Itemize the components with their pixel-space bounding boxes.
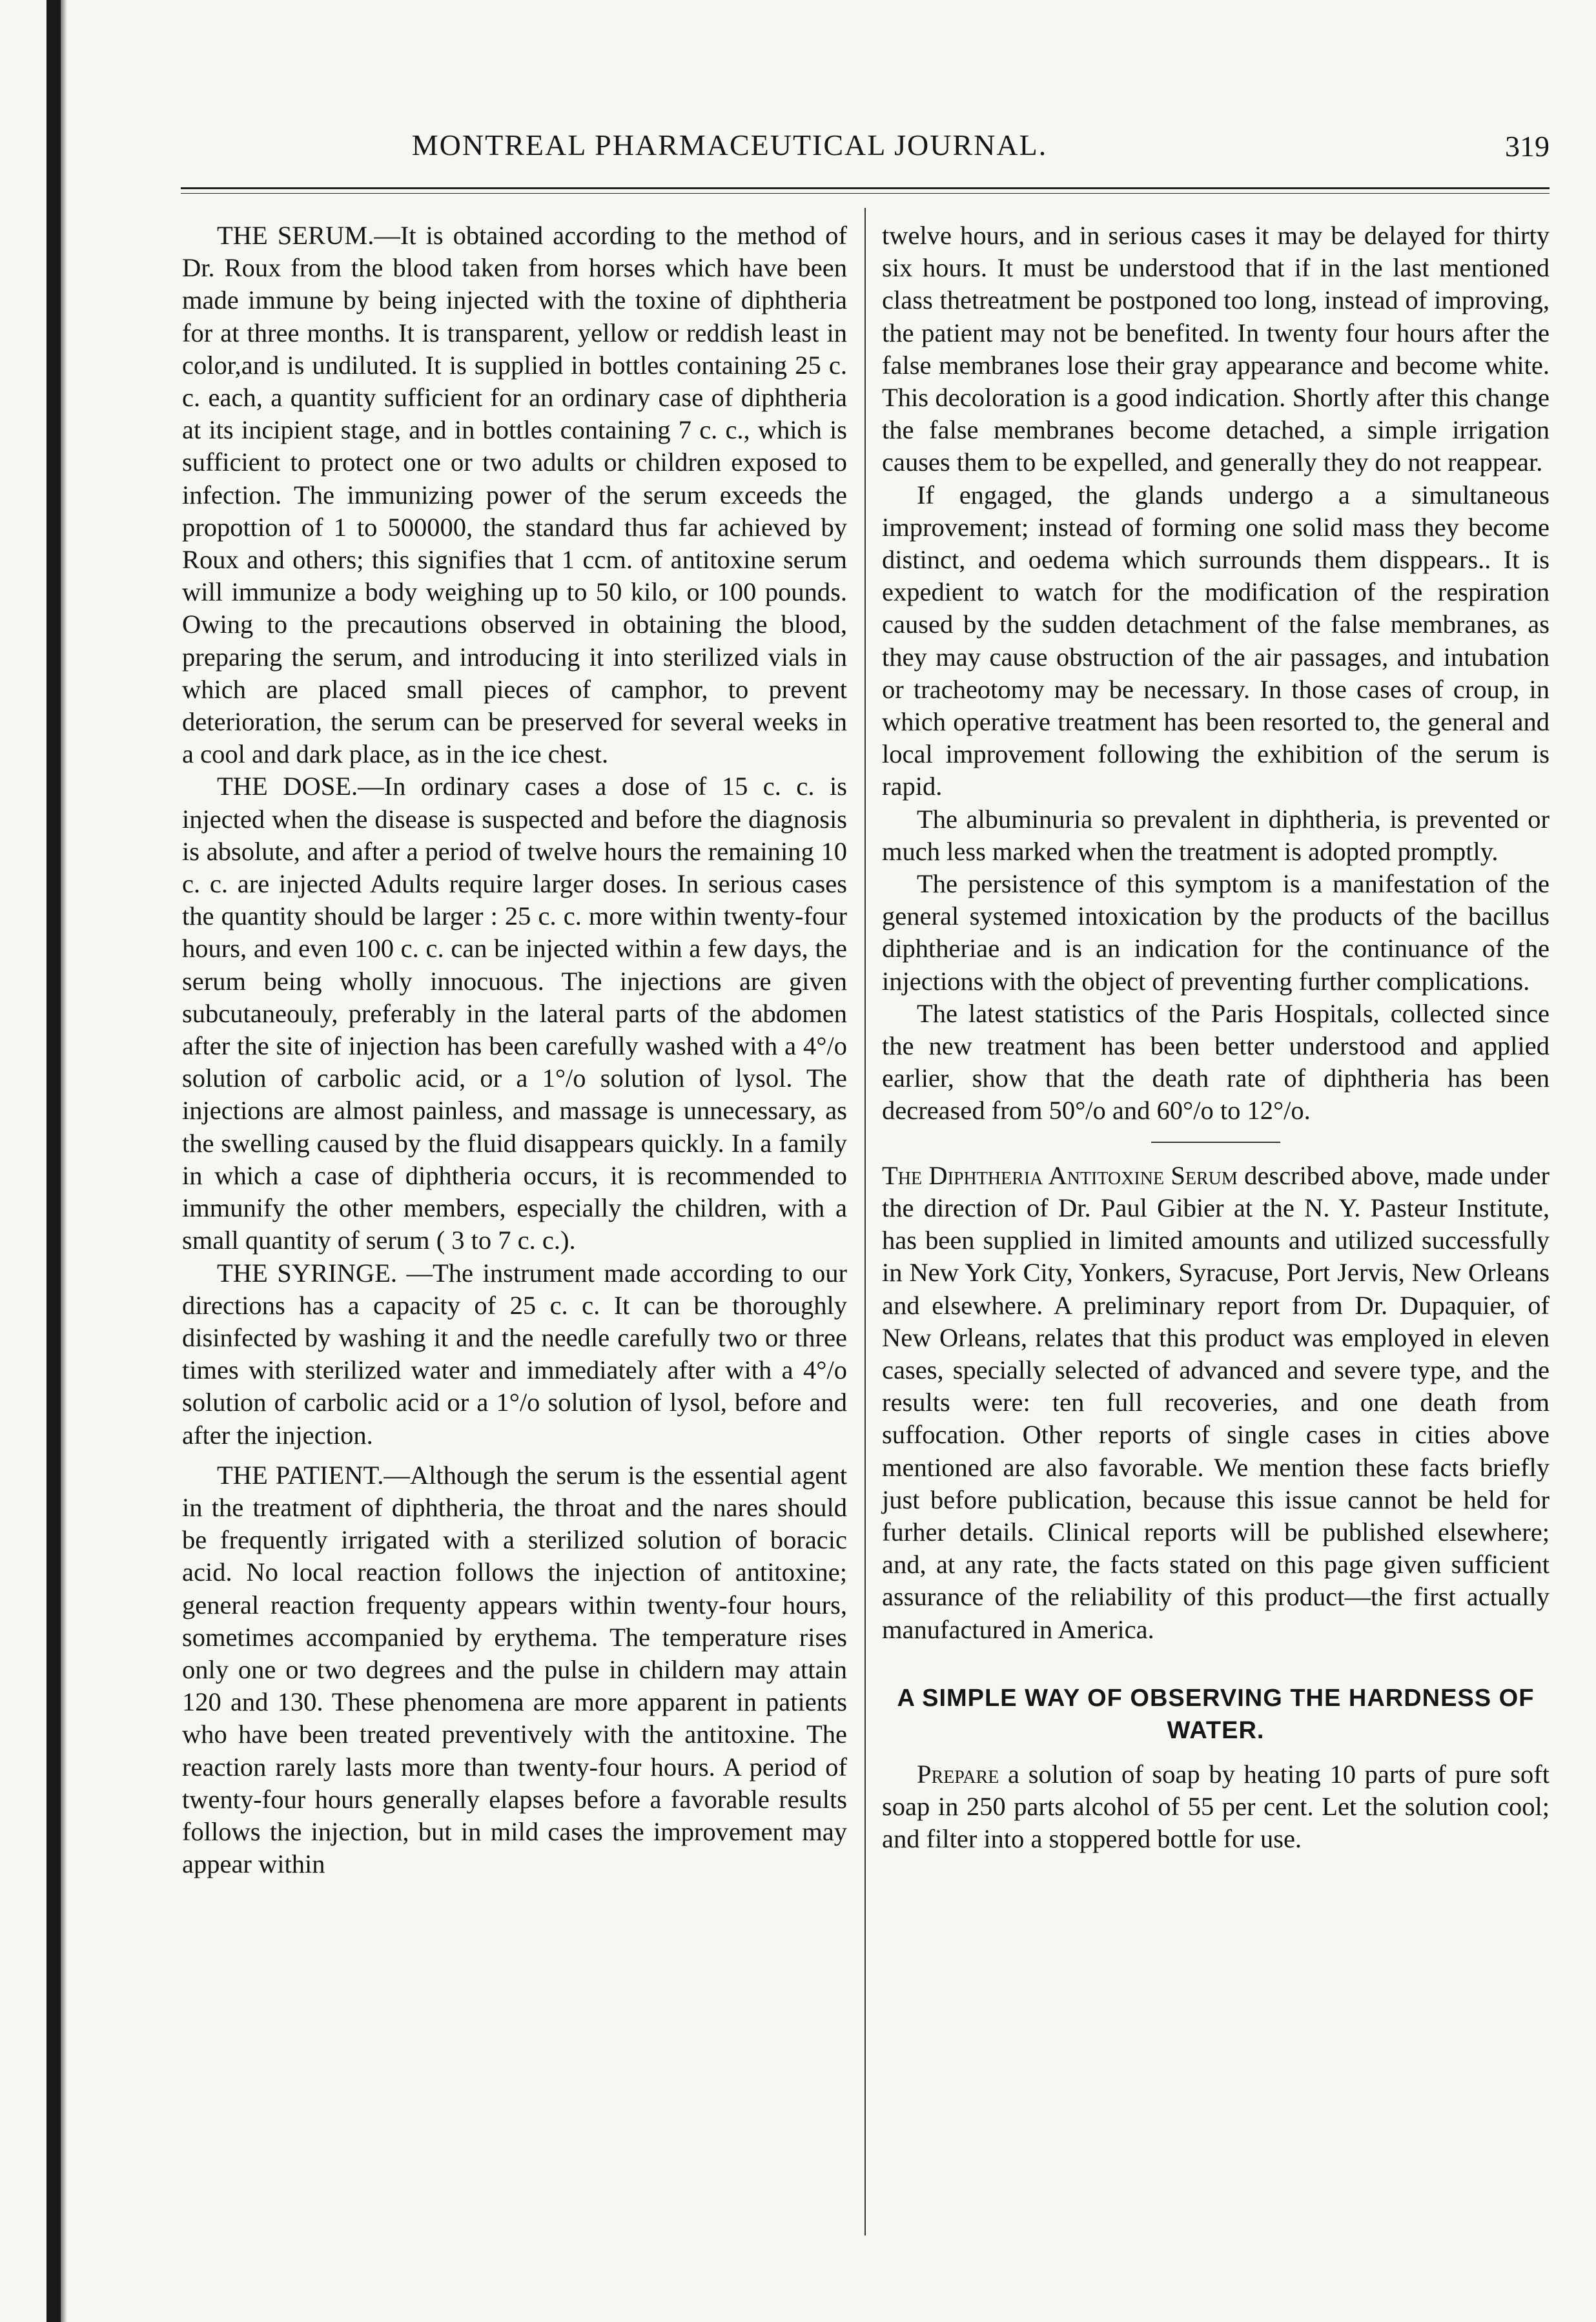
right-column [882,220,1550,1855]
binding-shadow [61,0,67,2322]
section-text: a solution of soap by heating 10 parts of pure soft soap in 250 parts alcohol of 55 per cent. Let the solution cool; and filter into a stoppered bottle for use. [882,1759,1550,1854]
header-rule [181,187,1550,189]
paragraph-patient [182,1459,847,1881]
paragraph-lead: THE PATIENT. [217,1460,384,1490]
announcement-text: described above, made under the direction of Dr. Paul Gibier at the N. Y. Pasteur Institute, has been supplied in limited amounts and utilized successfully in New York City, Yonkers, Syracuse, Port Jervis, New Orleans and elsewhere. A preliminary report from Dr. Dupaquier, of New Orleans, relates that this product was employed in eleven cases, specially selected of advanced and severe type, and the results were: ten full recoveries, and one death from suffocation. Other reports of single cases in cities above mentioned are also favorable. We mention these facts briefly just before publication, because this issue cannot be held for furher details. Clinical reports will be published elsewhere; and, at any rate, the facts stated on this page given sufficient assurance of the reliability of this product—the first actually manufactured in America. [882,1160,1550,1644]
paragraph-albuminuria: The albuminuria so prevalent in diphtheria, is prevented or much less marked when the treatment is adopted promptly. [882,804,1550,866]
page-number: 319 [1505,130,1550,163]
paragraph-persistence: The persistence of this symptom is a manifestation of the general systemed intoxication by the products of the bacillus diphtheriae and is an indication for the continuance of the injections with the object of preventing further complications. [882,869,1550,996]
section-lead: Prepare [917,1759,999,1789]
paragraph-lead: THE SERUM. [217,221,374,250]
paragraph-statistics: The latest statistics of the Paris Hospitals, collected since the new treatment has been better understood and applied earlier, show that the death rate of diphtheria has been decreased from 50°/o and 60°/o to 12°/o. [882,998,1550,1125]
announcement-lead: The Diphtheria Antitoxine Serum [882,1160,1238,1190]
paragraph-glands: If engaged, the glands undergo a a simultaneous improvement; instead of forming one solid mass they become distinct, and oedema which surrounds them disppears.. It is expedient to watch for the modification of the respiration caused by the sudden detachment of the false membranes, as they may cause obstruction of the air passages, and intubation or tracheotomy may be necessary. In those cases of croup, in which operative treatment has been resorted to, the general and local improvement following the exhibition of the serum is rapid. [882,480,1550,801]
paragraph-serum [182,220,847,770]
left-column [182,220,847,1880]
paragraph-continuation: twelve hours, and in serious cases it may be delayed for thirty six hours. It must be understood that if in the last mentioned class thetreatment be postponed too long, instead of improving, the patient may not be benefited. In twenty four hours after the false membranes lose their gray appearance and become white. This decoloration is a good indication. Shortly after this change the false membranes become detached, a simple irrigation causes them to be expelled, and generally they do not reappear. [882,221,1550,477]
page-binding-edge [46,0,61,2322]
paragraph-dose [182,770,847,1257]
header-rule-thin [181,193,1550,194]
page-header [181,128,1550,180]
paragraph-text: —Although the serum is the essential agent in the treatment of diphtheria, the throat and the nares should be frequently irrigated with a sterilized solution of boracic acid. No local reaction follows the injection of antitoxine; general reaction frequenty appears within twenty-four hours, sometimes accompanied by erythema. The temperature rises only one or two degrees and the pulse in childern may attain 120 and 130. These phenomena are more apparent in patients who have been treated preventively with the antitoxine. The reaction rarely lasts more than twenty-four hours. A period of twenty-four hours generally elapses before a favorable results follows the injection, but in mild cases the improvement may appear within [182,1460,847,1879]
section-paragraph [882,1758,1550,1856]
paragraph-text: —In ordinary cases a dose of 15 c. c. is injected when the disease is suspected and before the diagnosis is absolute, and after a period of twelve hours the remaining 10 c. c. are injected Adults require larger doses. In serious cases the quantity should be larger : 25 c. c. more within twenty-four hours, and even 100 c. c. can be injected within a few days, the serum being wholly innocuous. The injections are given subcutaneouly, preferably in the lateral parts of the abdomen after the site of injection has been carefully washed with a 4°/o solution of carbolic acid, or a 1°/o solution of lysol. The injections are almost painless, and massage is unnecessary, as the swelling caused by the fluid disappears quickly. In a family in which a case of diphtheria occurs, it is recommended to immunify the other members, especially the children, with a small quantity of serum ( 3 to 7 c. c.). [182,772,847,1255]
running-head: MONTREAL PHARMACEUTICAL JOURNAL. [411,128,1048,161]
paragraph-syringe [182,1257,847,1452]
paragraph-lead: THE SYRINGE. [217,1258,397,1288]
section-heading: A SIMPLE WAY OF OBSERVING THE HARDNESS OF WATER. [897,1684,1535,1744]
section-divider [1151,1142,1280,1143]
paragraph-text: —It is obtained according to the method of Dr. Roux from the blood taken from horses which have been made immune by being injected with the toxine of diphtheria for at three months. It is transparent, yellow or reddish least in color,and is undiluted. It is supplied in bottles containing 25 c. c. each, a quantity sufficient for an ordinary case of diphtheria at its incipient stage, and in bottles containing 7 c. c., which is sufficient to protect one or two adults or children exposed to infection. The immunizing power of the serum exceeds the propottion of 1 to 500000, the standard thus far achieved by Roux and others; this signifies that 1 ccm. of antitoxine serum will immunize a body weighing up to 50 kilo, or 100 pounds. Owing to the precautions observed in obtaining the blood, preparing the serum, and introducing it into sterilized vials in which are placed small pieces of camphor, to prevent deterioration, the serum can be preserved for several weeks in a cool and dark place, as in the ice chest. [182,221,847,769]
announcement-paragraph [882,1160,1550,1646]
paragraph-lead: THE DOSE. [217,772,358,801]
paragraph-text: —The instrument made according to our directions has a capacity of 25 c. c. It can be thoroughly disinfected by washing it and the needle carefully two or three times with sterilized water and immediately after with a 4°/o solution of carbolic acid or a 1°/o solution of lysol, before and after the injection. [182,1258,848,1450]
column-divider [865,208,866,2235]
